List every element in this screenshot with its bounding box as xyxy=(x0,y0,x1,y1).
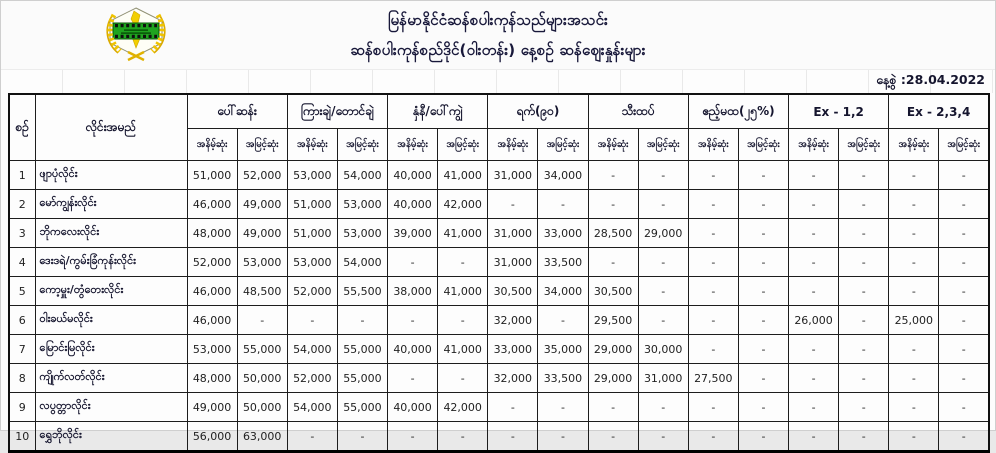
price-cell: - xyxy=(638,277,688,306)
price-cell: 41,000 xyxy=(438,219,488,248)
price-cell: - xyxy=(939,422,989,452)
price-cell: - xyxy=(889,161,939,190)
page-title-line2: ဆန်စပါးကုန်စည်ဒိုင်(ဝါးတန်း) နေ့စဉ် ဆန်ဈေးနှုန်းများ xyxy=(350,41,646,59)
table-row xyxy=(9,393,989,422)
row-line-name: ဝါးခယ်မလိုင်း xyxy=(35,306,187,335)
price-cell: - xyxy=(738,306,788,335)
row-line-name: မြောင်းမြလိုင်း xyxy=(35,335,187,364)
price-cell: - xyxy=(538,393,588,422)
price-cell: 46,000 xyxy=(187,306,237,335)
col-group-ex234: Ex - 2,3,4 xyxy=(889,94,989,129)
price-cell: 29,000 xyxy=(638,219,688,248)
price-cell: - xyxy=(688,422,738,452)
price-cell: - xyxy=(939,306,989,335)
price-cell: - xyxy=(588,161,638,190)
price-cell: 41,000 xyxy=(438,277,488,306)
price-cell: 25,000 xyxy=(889,306,939,335)
price-cell: - xyxy=(889,219,939,248)
price-cell: - xyxy=(388,306,438,335)
price-cell: 55,000 xyxy=(337,335,387,364)
price-cell: - xyxy=(488,190,538,219)
price-cell: - xyxy=(388,422,438,452)
price-cell: - xyxy=(538,306,588,335)
price-cell: 50,000 xyxy=(237,364,287,393)
price-cell: - xyxy=(889,364,939,393)
title-block xyxy=(1,5,995,65)
price-cell: 52,000 xyxy=(287,277,337,306)
price-cell: 53,000 xyxy=(287,248,337,277)
table-header xyxy=(9,94,989,161)
price-cell: - xyxy=(388,248,438,277)
price-cell: - xyxy=(939,364,989,393)
table-body xyxy=(9,161,989,452)
row-line-name: လပွတ္တာလိုင်း xyxy=(35,393,187,422)
price-cell: 51,000 xyxy=(287,219,337,248)
table-row xyxy=(9,161,989,190)
price-cell: 31,000 xyxy=(638,364,688,393)
table-row xyxy=(9,190,989,219)
price-cell: - xyxy=(939,248,989,277)
price-cell: 26,000 xyxy=(789,306,839,335)
row-line-name: ကျိုက်လတ်လိုင်း xyxy=(35,364,187,393)
price-cell: - xyxy=(738,277,788,306)
price-cell: - xyxy=(588,422,638,452)
col-header-line-name: လိုင်းအမည် xyxy=(35,94,187,161)
price-cell: - xyxy=(789,393,839,422)
price-cell: 54,000 xyxy=(287,335,337,364)
price-cell: - xyxy=(839,161,889,190)
price-cell: - xyxy=(438,422,488,452)
row-line-name: မော်ကျွန်းလိုင်း xyxy=(35,190,187,219)
price-cell: - xyxy=(889,190,939,219)
price-cell: 33,000 xyxy=(488,335,538,364)
price-cell: - xyxy=(889,422,939,452)
price-cell: - xyxy=(388,364,438,393)
price-cell: - xyxy=(488,393,538,422)
price-cell: 51,000 xyxy=(187,161,237,190)
price-cell: 28,500 xyxy=(588,219,638,248)
subheader-highest: အမြင့်ဆုံး xyxy=(337,129,387,161)
price-cell: - xyxy=(939,190,989,219)
row-serial: 6 xyxy=(9,306,35,335)
price-cell: 54,000 xyxy=(337,161,387,190)
price-cell: - xyxy=(688,306,738,335)
price-cell: 53,000 xyxy=(187,335,237,364)
price-cell: 30,000 xyxy=(638,335,688,364)
subheader-highest: အမြင့်ဆုံး xyxy=(738,129,788,161)
table-row xyxy=(9,422,989,452)
price-cell: 31,000 xyxy=(488,219,538,248)
price-cell: 50,000 xyxy=(237,393,287,422)
subheader-highest: အမြင့်ဆုံး xyxy=(538,129,588,161)
price-cell: - xyxy=(488,422,538,452)
price-cell: 55,500 xyxy=(337,277,387,306)
price-cell: 49,000 xyxy=(187,393,237,422)
price-cell: 54,000 xyxy=(337,248,387,277)
price-cell: 38,000 xyxy=(388,277,438,306)
price-cell: 52,000 xyxy=(237,161,287,190)
price-cell: 49,000 xyxy=(237,190,287,219)
price-cell: 54,000 xyxy=(287,393,337,422)
price-cell: 42,000 xyxy=(438,190,488,219)
price-cell: 53,000 xyxy=(337,190,387,219)
price-cell: 30,500 xyxy=(588,277,638,306)
price-cell: 52,000 xyxy=(187,248,237,277)
price-cell: - xyxy=(889,335,939,364)
price-cell: - xyxy=(839,364,889,393)
price-cell: 40,000 xyxy=(388,335,438,364)
price-cell: - xyxy=(287,422,337,452)
subheader-lowest: အနိမ့်ဆုံး xyxy=(688,129,738,161)
price-cell: - xyxy=(789,277,839,306)
row-serial: 10 xyxy=(9,422,35,452)
date-label: နေ့စွဲ :28.04.2022 xyxy=(876,72,985,87)
price-cell: 55,000 xyxy=(337,393,387,422)
price-cell: 29,500 xyxy=(588,306,638,335)
price-cell: 48,000 xyxy=(187,364,237,393)
subheader-lowest: အနိမ့်ဆုံး xyxy=(889,129,939,161)
price-cell: - xyxy=(337,306,387,335)
subheader-lowest: အနိမ့်ဆုံး xyxy=(488,129,538,161)
price-cell: - xyxy=(688,393,738,422)
price-cell: - xyxy=(839,335,889,364)
price-cell: - xyxy=(638,422,688,452)
price-cell: 33,500 xyxy=(538,364,588,393)
row-line-name: ကော့မှူး/တွံတေးလိုင်း xyxy=(35,277,187,306)
table-row xyxy=(9,248,989,277)
subheader-lowest: အနိမ့်ဆုံး xyxy=(789,129,839,161)
price-cell: 46,000 xyxy=(187,190,237,219)
table-row xyxy=(9,277,989,306)
price-cell: - xyxy=(438,364,488,393)
col-group-emata25: ဧည့်မထ(၂၅%) xyxy=(688,94,788,129)
price-cell: 46,000 xyxy=(187,277,237,306)
price-cell: - xyxy=(939,393,989,422)
price-cell: - xyxy=(688,335,738,364)
price-cell: 27,500 xyxy=(688,364,738,393)
table-row xyxy=(9,364,989,393)
price-cell: - xyxy=(789,161,839,190)
price-cell: - xyxy=(688,277,738,306)
row-line-name: ဘိုကလေးလိုင်း xyxy=(35,219,187,248)
price-cell: - xyxy=(638,161,688,190)
subheader-lowest: အနိမ့်ဆုံး xyxy=(287,129,337,161)
price-cell: 63,000 xyxy=(237,422,287,452)
price-cell: 41,000 xyxy=(438,335,488,364)
price-cell: 29,000 xyxy=(588,364,638,393)
price-cell: 40,000 xyxy=(388,161,438,190)
price-cell: 53,000 xyxy=(237,248,287,277)
row-line-name: ဖျာပုံလိုင်း xyxy=(35,161,187,190)
price-cell: - xyxy=(438,306,488,335)
price-cell: - xyxy=(738,248,788,277)
price-cell: 53,000 xyxy=(287,161,337,190)
price-cell: 41,000 xyxy=(438,161,488,190)
row-serial: 2 xyxy=(9,190,35,219)
price-cell: - xyxy=(839,219,889,248)
price-cell: - xyxy=(588,248,638,277)
price-cell: - xyxy=(438,248,488,277)
price-cell: 33,500 xyxy=(538,248,588,277)
table-row xyxy=(9,335,989,364)
price-cell: 55,000 xyxy=(237,335,287,364)
subheader-highest: အမြင့်ဆုံး xyxy=(638,129,688,161)
subheader-highest: အမြင့်ဆုံး xyxy=(939,129,989,161)
price-cell: 48,500 xyxy=(237,277,287,306)
price-cell: - xyxy=(588,190,638,219)
price-cell: - xyxy=(738,364,788,393)
price-cell: - xyxy=(939,335,989,364)
col-group-ex12: Ex - 1,2 xyxy=(789,94,889,129)
price-cell: 52,000 xyxy=(287,364,337,393)
col-group-theehtat: သီးထပ် xyxy=(588,94,688,129)
price-cell: 32,000 xyxy=(488,364,538,393)
row-serial: 3 xyxy=(9,219,35,248)
price-cell: 49,000 xyxy=(237,219,287,248)
row-serial: 5 xyxy=(9,277,35,306)
price-cell: - xyxy=(789,364,839,393)
col-group-yet90: ရက်(၉၀) xyxy=(488,94,588,129)
col-group-kyarche-taungche: ကြားချဲ/တောင်ချဲ xyxy=(287,94,387,129)
table-row xyxy=(9,219,989,248)
price-cell: 48,000 xyxy=(187,219,237,248)
page-header xyxy=(1,1,995,70)
table-row xyxy=(9,306,989,335)
price-cell: 51,000 xyxy=(287,190,337,219)
col-group-pawsan: ပေါ်ဆန်း xyxy=(187,94,287,129)
subheader-highest: အမြင့်ဆုံး xyxy=(438,129,488,161)
price-cell: 31,000 xyxy=(488,161,538,190)
price-cell: - xyxy=(738,422,788,452)
price-cell: - xyxy=(789,190,839,219)
row-line-name: ရွှေဘိုလိုင်း xyxy=(35,422,187,452)
price-cell: - xyxy=(688,161,738,190)
price-cell: - xyxy=(939,277,989,306)
price-cell: - xyxy=(688,248,738,277)
price-cell: - xyxy=(789,248,839,277)
subheader-lowest: အနိမ့်ဆုံး xyxy=(187,129,237,161)
price-cell: - xyxy=(738,219,788,248)
price-cell: - xyxy=(939,219,989,248)
col-group-hnanni-pawkywe: နှံနီ/ပေါ်ကျွဲ xyxy=(388,94,488,129)
row-line-name: ဒေးဒရဲ/ကွမ်းခြံကုန်းလိုင်း xyxy=(35,248,187,277)
subheader-highest: အမြင့်ဆုံး xyxy=(237,129,287,161)
price-cell: - xyxy=(889,277,939,306)
price-cell: - xyxy=(889,248,939,277)
price-cell: - xyxy=(839,248,889,277)
price-cell: - xyxy=(638,393,688,422)
price-cell: - xyxy=(638,190,688,219)
price-cell: - xyxy=(839,306,889,335)
price-cell: - xyxy=(237,306,287,335)
price-cell: 34,000 xyxy=(538,161,588,190)
subheader-lowest: အနိမ့်ဆုံး xyxy=(588,129,638,161)
price-cell: - xyxy=(538,422,588,452)
price-cell: 30,500 xyxy=(488,277,538,306)
date-strip xyxy=(1,70,995,93)
price-cell: - xyxy=(839,422,889,452)
price-cell: - xyxy=(337,422,387,452)
price-cell: 40,000 xyxy=(388,393,438,422)
price-cell: 34,000 xyxy=(538,277,588,306)
price-cell: 31,000 xyxy=(488,248,538,277)
row-serial: 9 xyxy=(9,393,35,422)
price-cell: - xyxy=(287,306,337,335)
price-cell: - xyxy=(789,219,839,248)
price-cell: - xyxy=(889,393,939,422)
price-cell: - xyxy=(638,306,688,335)
price-cell: 56,000 xyxy=(187,422,237,452)
price-cell: - xyxy=(538,190,588,219)
price-cell: - xyxy=(789,335,839,364)
subheader-lowest: အနိမ့်ဆုံး xyxy=(388,129,438,161)
price-cell: 35,000 xyxy=(538,335,588,364)
subheader-highest: အမြင့်ဆုံး xyxy=(839,129,889,161)
row-serial: 4 xyxy=(9,248,35,277)
price-cell: - xyxy=(738,335,788,364)
col-header-serial: စဉ် xyxy=(9,94,35,161)
row-serial: 7 xyxy=(9,335,35,364)
price-cell: 53,000 xyxy=(337,219,387,248)
row-serial: 1 xyxy=(9,161,35,190)
price-cell: - xyxy=(789,422,839,452)
group-header-row xyxy=(9,94,989,129)
price-table xyxy=(8,93,990,453)
row-serial: 8 xyxy=(9,364,35,393)
price-cell: - xyxy=(588,393,638,422)
price-cell: - xyxy=(939,161,989,190)
price-cell: - xyxy=(738,393,788,422)
price-cell: - xyxy=(688,190,738,219)
page-title-line1: မြန်မာနိုင်ငံဆန်စပါးကုန်သည်များအသင်း xyxy=(387,11,608,29)
price-cell: 29,000 xyxy=(588,335,638,364)
price-cell: - xyxy=(738,161,788,190)
price-cell: - xyxy=(839,277,889,306)
price-cell: - xyxy=(688,219,738,248)
price-cell: 39,000 xyxy=(388,219,438,248)
price-cell: - xyxy=(839,190,889,219)
price-cell: 42,000 xyxy=(438,393,488,422)
price-cell: 33,000 xyxy=(538,219,588,248)
price-cell: - xyxy=(738,190,788,219)
price-cell: 32,000 xyxy=(488,306,538,335)
price-cell: - xyxy=(638,248,688,277)
price-cell: - xyxy=(839,393,889,422)
price-cell: 40,000 xyxy=(388,190,438,219)
price-cell: 55,000 xyxy=(337,364,387,393)
